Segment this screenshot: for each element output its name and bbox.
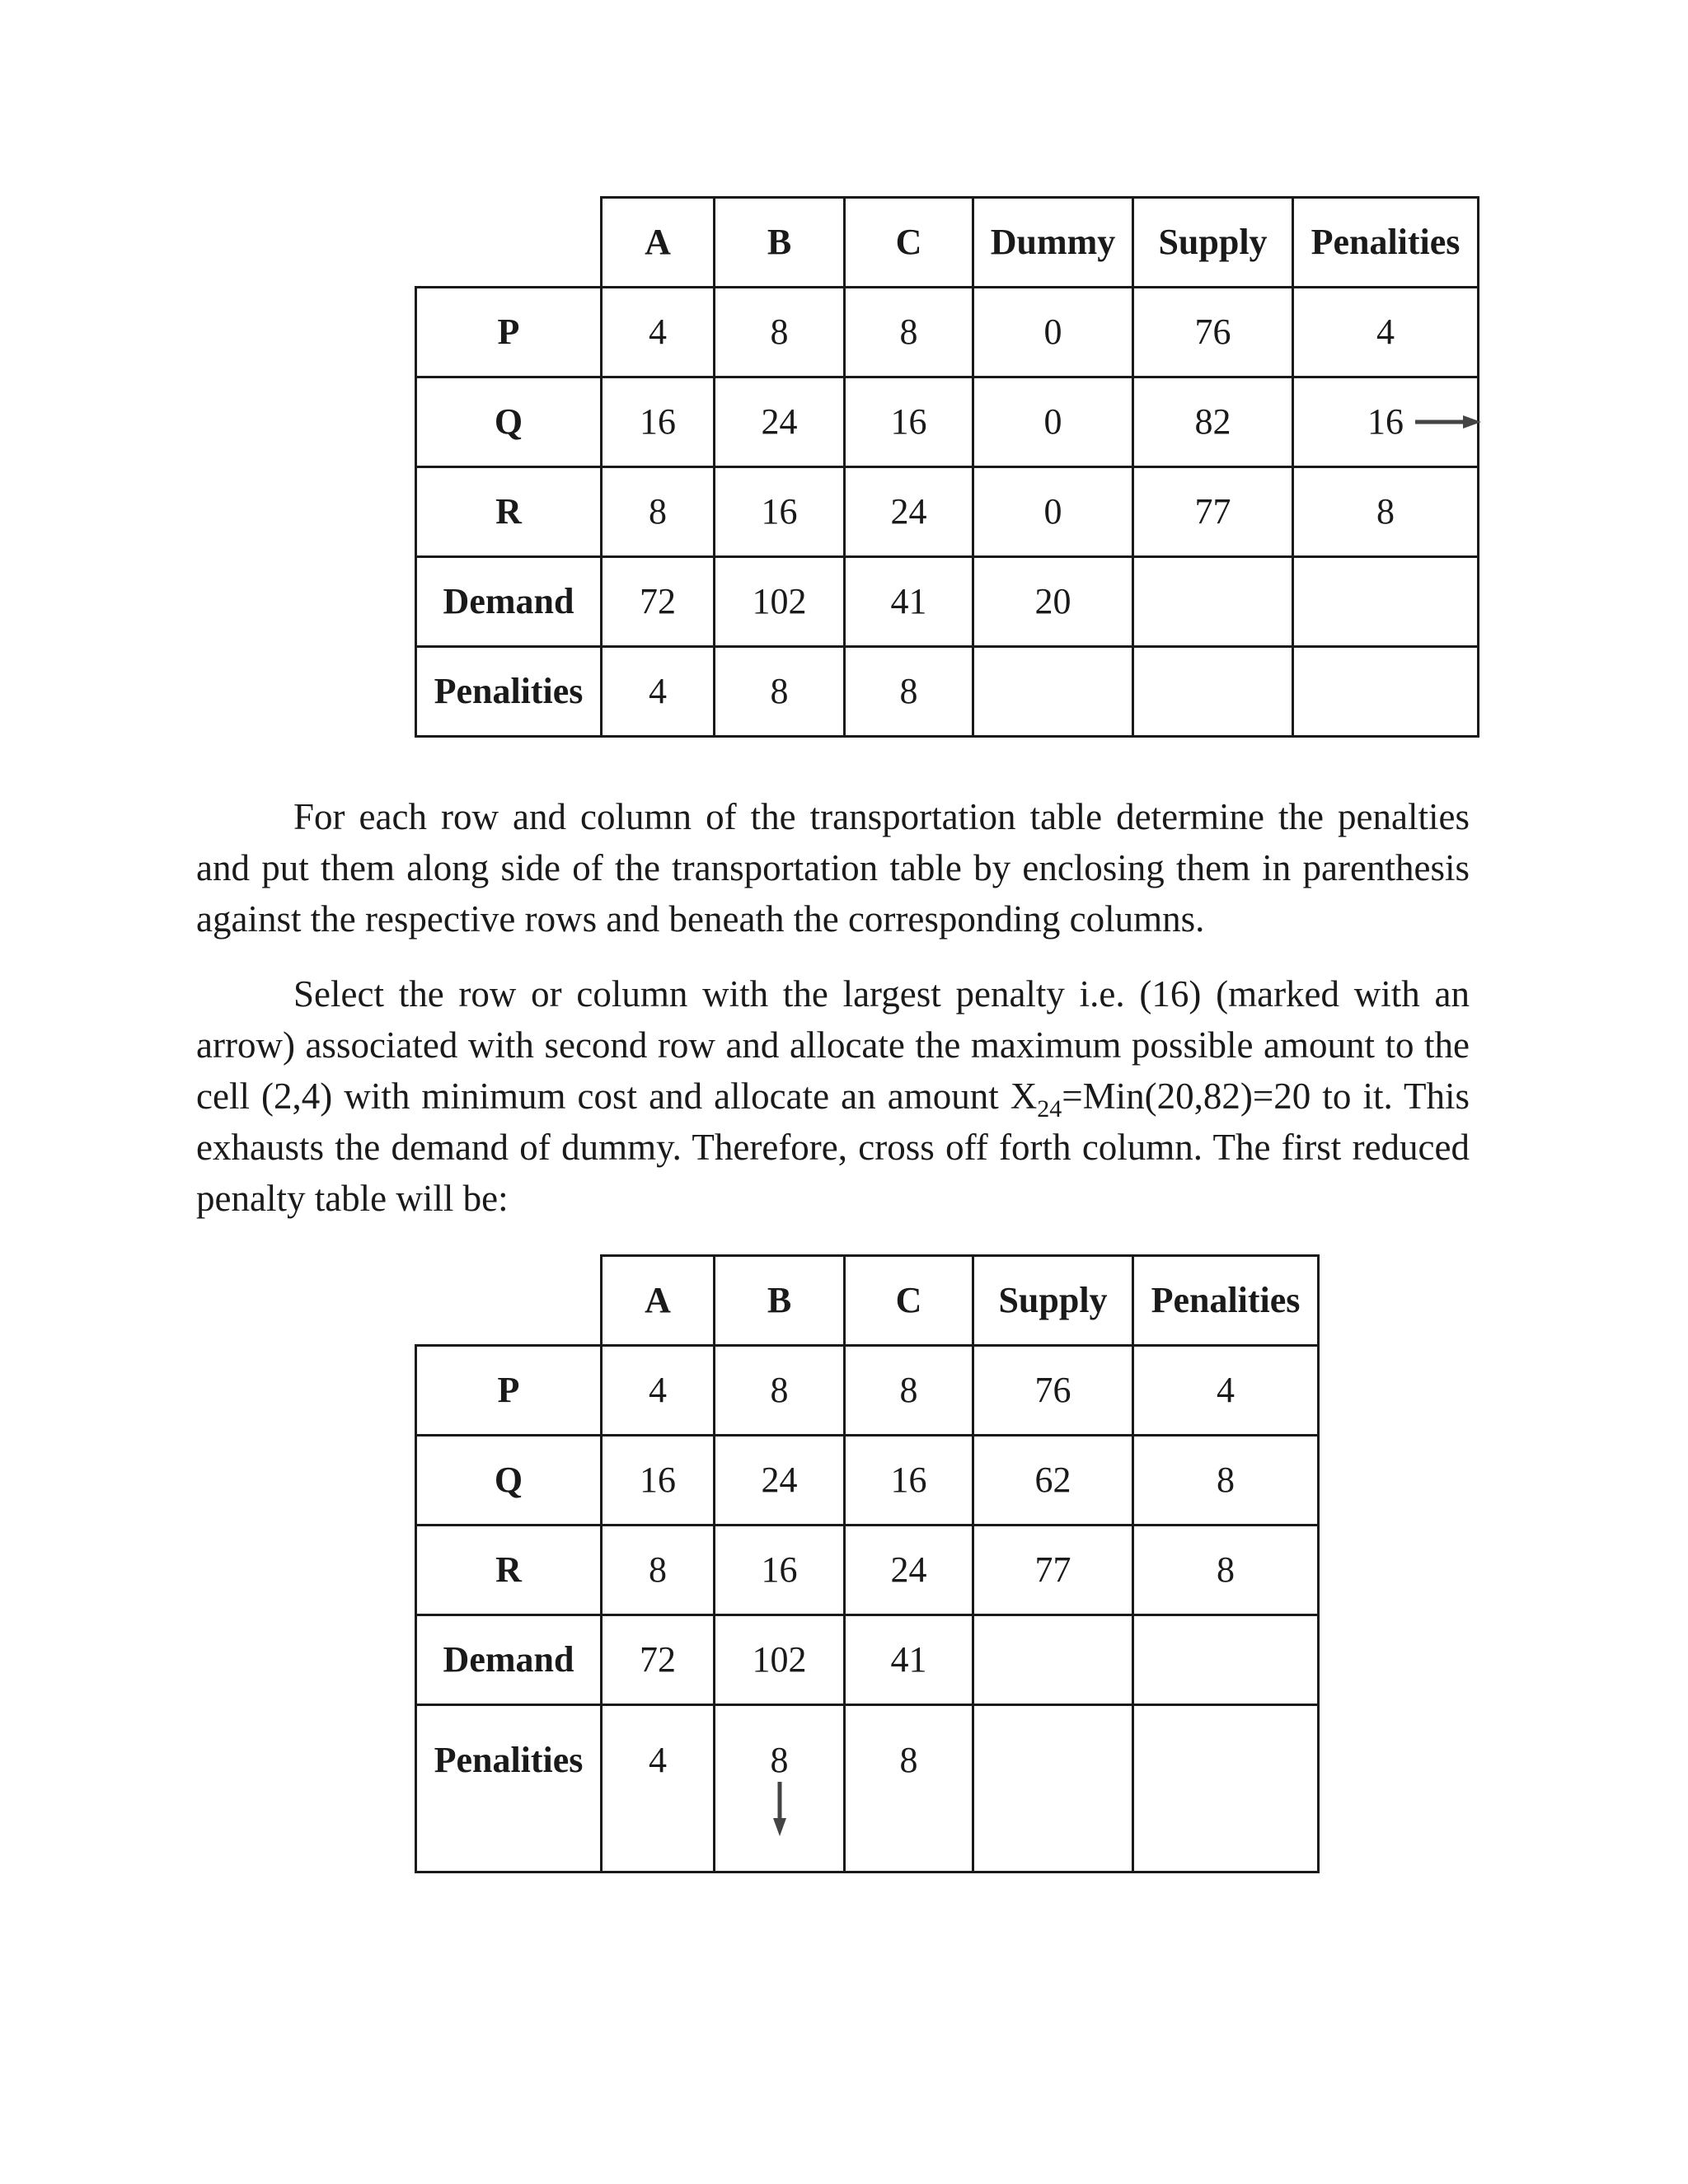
paragraph-allocation-end: =Min(20,82)=20 to it. This exhausts the demand of dummy. Therefore, cross off forth column. The first reduced penalty table will be:	[196, 1076, 1470, 1219]
col-header-supply: Supply	[1133, 198, 1293, 288]
row-penalty-cell: 8	[1133, 1526, 1319, 1615]
cost-cell: 24	[845, 467, 973, 557]
demand-cell: 72	[602, 1615, 715, 1705]
cost-cell: 4	[602, 288, 715, 377]
penalty-row	[416, 1705, 1319, 1872]
empty-cell	[973, 1615, 1133, 1705]
row-header-penalities: Penalities	[416, 647, 602, 737]
cost-cell: 16	[715, 467, 845, 557]
right-arrow-icon	[1415, 414, 1481, 430]
table-row-q	[416, 377, 1479, 467]
empty-cell	[973, 1705, 1133, 1872]
penalty-value	[1367, 401, 1404, 442]
table-row-r	[416, 467, 1479, 557]
supply-cell: 76	[1133, 288, 1293, 377]
supply-cell: 82	[1133, 377, 1293, 467]
col-penalty-cell: 4	[602, 1705, 715, 1872]
cost-cell: 0	[973, 377, 1133, 467]
cost-cell: 0	[973, 467, 1133, 557]
col-penalty-cell-marked	[715, 1705, 845, 1872]
row-penalty-cell: 8	[1133, 1436, 1319, 1526]
col-header-a: A	[602, 198, 715, 288]
cost-cell: 24	[715, 377, 845, 467]
supply-cell: 62	[973, 1436, 1133, 1526]
cost-cell: 16	[602, 1436, 715, 1526]
paragraph-allocation	[196, 968, 1470, 1224]
transportation-table-initial	[415, 196, 1479, 738]
demand-cell: 41	[845, 557, 973, 647]
cost-cell: 24	[845, 1526, 973, 1615]
subscript-24: 24	[1037, 1095, 1062, 1122]
cost-cell: 8	[602, 1526, 715, 1615]
table-row-r	[416, 1526, 1319, 1615]
cost-cell: 0	[973, 288, 1133, 377]
empty-cell	[1133, 1615, 1319, 1705]
header-row	[416, 1256, 1319, 1346]
col-header-penalities: Penalities	[1293, 198, 1479, 288]
cost-cell: 16	[845, 1436, 973, 1526]
paragraph-penalties: For each row and column of the transportation table determine the penalties and put them along side of the transportation table by enclosing them in parenthesis against the respective rows and beneath the corresponding columns.	[196, 796, 1470, 940]
cost-cell: 16	[602, 377, 715, 467]
corner-cell	[416, 1256, 602, 1346]
row-header-q: Q	[416, 1436, 602, 1526]
empty-cell	[1133, 647, 1293, 737]
cost-cell: 24	[715, 1436, 845, 1526]
cost-cell: 8	[715, 1346, 845, 1436]
cost-cell: 8	[715, 288, 845, 377]
col-penalty-cell: 8	[715, 647, 845, 737]
penalty-value-text: 16	[1367, 401, 1404, 442]
transportation-table-reduced	[415, 1254, 1320, 1873]
row-header-r: R	[416, 1526, 602, 1615]
row-header-p: P	[416, 1346, 602, 1436]
demand-cell: 102	[715, 1615, 845, 1705]
col-header-b: B	[715, 198, 845, 288]
supply-cell: 76	[973, 1346, 1133, 1436]
row-penalty-cell: 4	[1133, 1346, 1319, 1436]
empty-cell	[1133, 1705, 1319, 1872]
cost-cell: 16	[845, 377, 973, 467]
penalty-value-text: 8	[770, 1740, 789, 1780]
col-penalty-cell: 4	[602, 647, 715, 737]
col-header-supply: Supply	[973, 1256, 1133, 1346]
row-header-r: R	[416, 467, 602, 557]
cost-cell: 16	[715, 1526, 845, 1615]
cost-cell: 8	[845, 288, 973, 377]
demand-cell: 20	[973, 557, 1133, 647]
corner-cell	[416, 198, 602, 288]
down-arrow-icon	[771, 1782, 788, 1836]
header-row	[416, 198, 1479, 288]
demand-cell: 41	[845, 1615, 973, 1705]
supply-cell: 77	[973, 1526, 1133, 1615]
table-row-q	[416, 1436, 1319, 1526]
demand-row	[416, 557, 1479, 647]
col-header-penalities: Penalities	[1133, 1256, 1319, 1346]
demand-cell: 102	[715, 557, 845, 647]
table-row-p	[416, 1346, 1319, 1436]
col-header-c: C	[845, 1256, 973, 1346]
row-penalty-cell: 8	[1293, 467, 1479, 557]
row-penalty-cell-marked	[1293, 377, 1479, 467]
supply-cell: 77	[1133, 467, 1293, 557]
penalty-row	[416, 647, 1479, 737]
cost-cell: 4	[602, 1346, 715, 1436]
empty-cell	[1133, 557, 1293, 647]
cost-cell: 8	[845, 1346, 973, 1436]
row-penalty-cell: 4	[1293, 288, 1479, 377]
cost-cell: 8	[602, 467, 715, 557]
row-header-q: Q	[416, 377, 602, 467]
col-header-b: B	[715, 1256, 845, 1346]
demand-cell: 72	[602, 557, 715, 647]
row-header-p: P	[416, 288, 602, 377]
empty-cell	[973, 647, 1133, 737]
col-header-a: A	[602, 1256, 715, 1346]
paragraph-allocation-start: Select the row or column with the largest penalty i.e. (16) (marked with an arrow) associated with second row and allocate the maximum possible amount to the cell (2,4) with minimum cost and allocate an amount X	[196, 973, 1470, 1117]
col-header-c: C	[845, 198, 973, 288]
demand-row	[416, 1615, 1319, 1705]
row-header-penalities: Penalities	[416, 1705, 602, 1872]
col-header-dummy: Dummy	[973, 198, 1133, 288]
penalty-value	[771, 1742, 789, 1779]
table-row-p	[416, 288, 1479, 377]
col-penalty-cell: 8	[845, 647, 973, 737]
empty-cell	[1293, 557, 1479, 647]
row-header-demand: Demand	[416, 557, 602, 647]
empty-cell	[1293, 647, 1479, 737]
col-penalty-cell: 8	[845, 1705, 973, 1872]
row-header-demand: Demand	[416, 1615, 602, 1705]
